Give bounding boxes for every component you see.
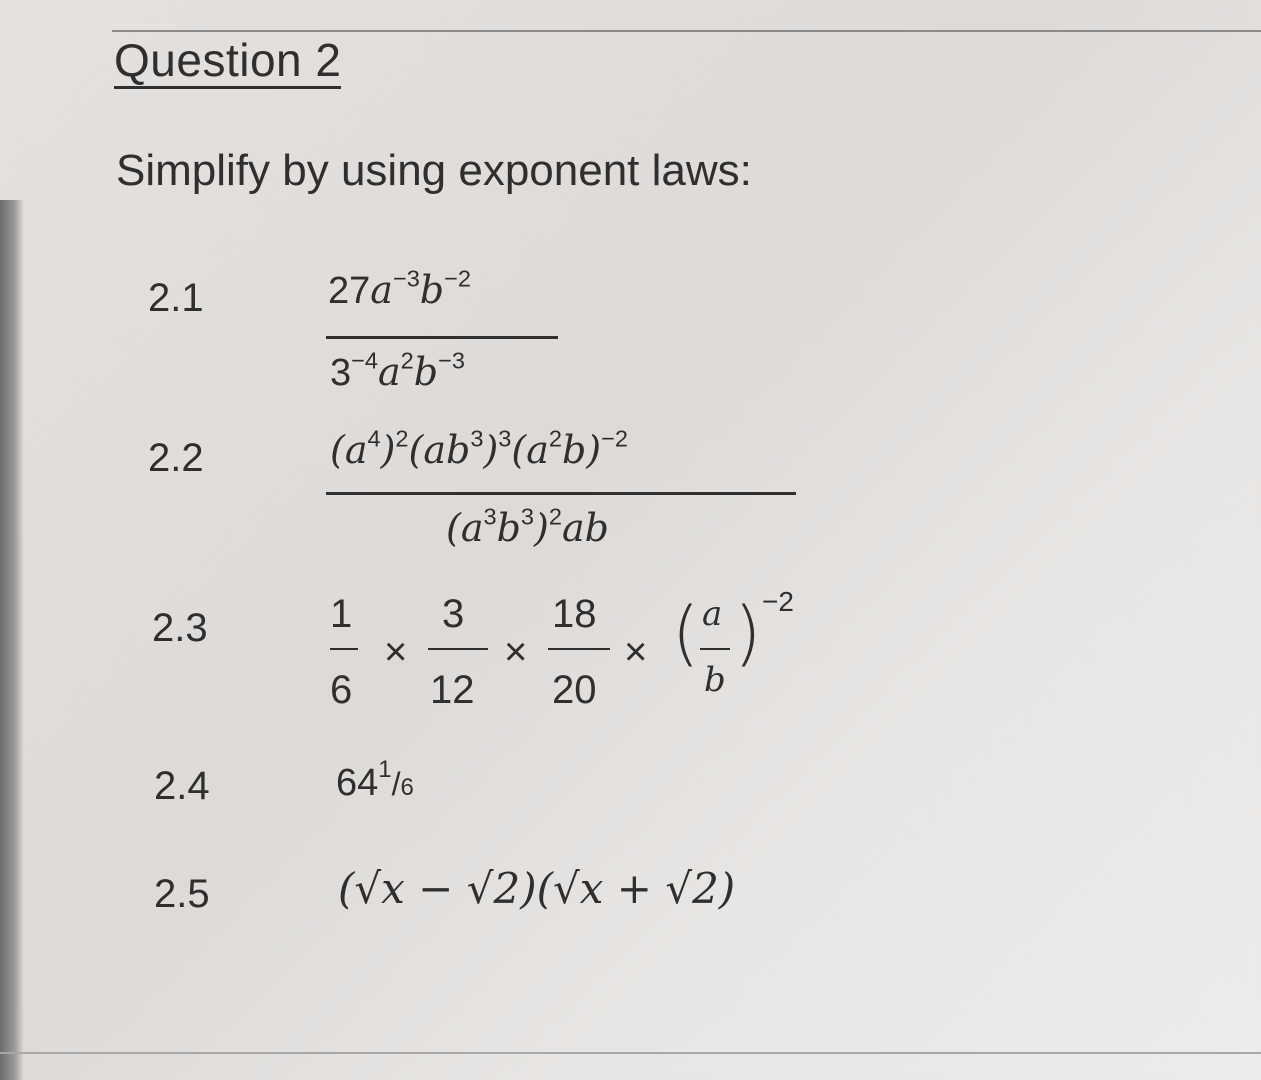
bottom-rule xyxy=(0,1052,1261,1054)
fraction-bar xyxy=(548,648,610,650)
base-a: a xyxy=(370,268,393,312)
exponent: 3 xyxy=(483,503,497,530)
item-number: 2.2 xyxy=(148,436,204,480)
exponent: 2 xyxy=(548,503,562,530)
fraction-bar xyxy=(326,336,558,339)
fraction-numerator xyxy=(330,425,628,472)
fraction-bar xyxy=(700,648,730,650)
exponent-slash: / xyxy=(391,766,401,802)
question-instruction: Simplify by using exponent laws: xyxy=(116,146,752,195)
item-number: 2.1 xyxy=(148,276,204,320)
base-3: 3 xyxy=(330,352,352,394)
exponent: −3 xyxy=(392,265,420,292)
item-number: 2.5 xyxy=(154,872,210,916)
exponent: −4 xyxy=(351,347,378,374)
item-number: 2.4 xyxy=(154,764,210,808)
fraction-numerator xyxy=(328,265,471,313)
base-b: b xyxy=(413,350,439,394)
fraction-bar xyxy=(330,648,358,650)
exponent: −2 xyxy=(444,265,471,292)
fraction-1-denominator: 6 xyxy=(330,668,353,712)
power-expression xyxy=(336,756,414,805)
term: b) xyxy=(561,428,602,472)
term: ) xyxy=(380,428,396,472)
exponent: −2 xyxy=(601,425,628,452)
base-a: a xyxy=(378,350,401,394)
exponent-numerator: 1 xyxy=(378,756,392,783)
top-rule xyxy=(112,30,1261,32)
exponent-denominator: 6 xyxy=(400,774,414,801)
right-paren: ) xyxy=(734,592,762,674)
exponent: −3 xyxy=(438,347,465,374)
exponent: 3 xyxy=(470,425,484,452)
fraction-2-denominator: 12 xyxy=(430,668,475,712)
term: (a xyxy=(511,428,549,472)
exponent: −2 xyxy=(762,586,794,617)
expression: (√x − √2)(√x + √2) xyxy=(338,864,736,913)
term: ) xyxy=(534,506,549,550)
fraction-4-denominator: b xyxy=(704,660,726,700)
fraction-bar xyxy=(326,492,796,495)
fraction-denominator xyxy=(330,347,465,395)
fraction-3-numerator: 18 xyxy=(552,592,597,636)
left-paren: ( xyxy=(672,592,700,674)
fraction-bar xyxy=(428,648,488,650)
exponent: 2 xyxy=(548,425,562,452)
exponent: 3 xyxy=(498,425,512,452)
term: b xyxy=(496,506,521,550)
times-sign: × xyxy=(384,630,408,674)
question-title: Question 2 xyxy=(114,34,341,89)
exponent: 2 xyxy=(400,347,414,374)
times-sign: × xyxy=(624,630,648,674)
exponent: 4 xyxy=(367,425,381,452)
times-sign: × xyxy=(504,630,528,674)
item-number: 2.3 xyxy=(152,606,208,650)
exponent: 2 xyxy=(395,425,409,452)
term: (a xyxy=(446,506,484,550)
term: ) xyxy=(483,428,499,472)
page-edge-shadow xyxy=(0,200,24,1080)
term: (ab xyxy=(408,428,471,472)
base-b: b xyxy=(419,268,445,312)
coefficient: 27 xyxy=(328,270,371,312)
fraction-1-numerator: 1 xyxy=(330,592,353,636)
fraction-3-denominator: 20 xyxy=(552,668,597,712)
fraction-4-numerator: a xyxy=(702,594,723,634)
term: ab xyxy=(561,506,609,550)
term: (a xyxy=(330,428,368,472)
fraction-2-numerator: 3 xyxy=(442,592,465,636)
base: 64 xyxy=(336,762,379,804)
exponent: 3 xyxy=(520,503,535,530)
fraction-denominator xyxy=(446,503,609,550)
